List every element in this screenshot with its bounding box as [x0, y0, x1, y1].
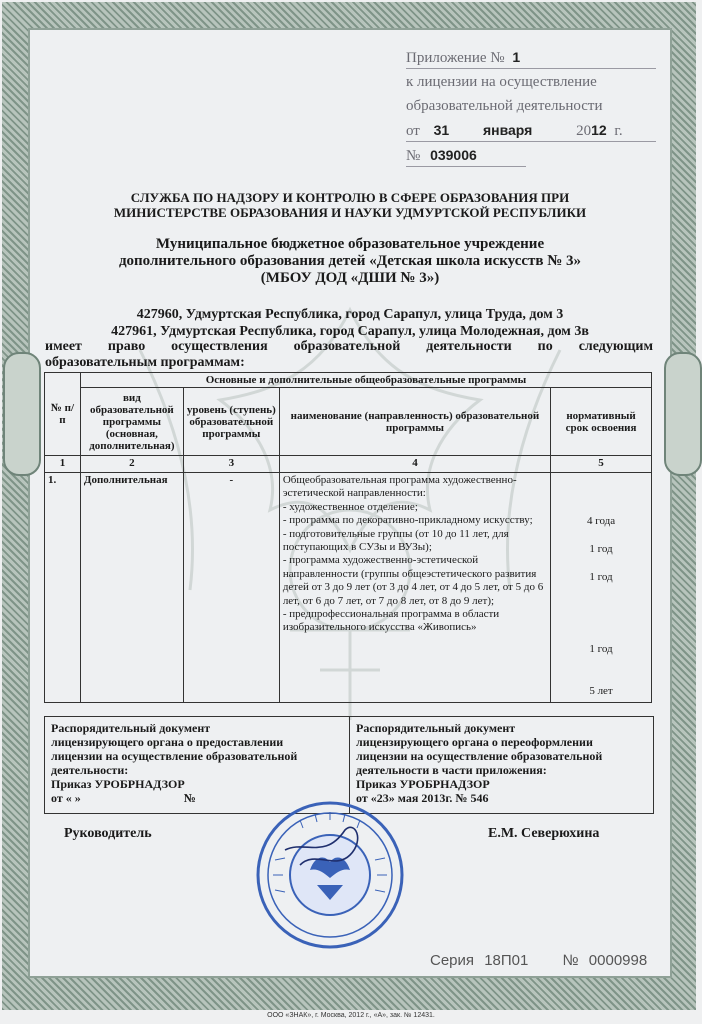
programs-table	[44, 372, 652, 703]
col-number-3: 3	[183, 456, 279, 473]
right-ornament-icon	[664, 352, 702, 476]
grant-doc-date: от « »	[51, 791, 81, 805]
series-number: 0000998	[588, 952, 648, 969]
date-month: января	[482, 122, 533, 138]
reissue-doc-line5: Приказ УРОБРНАДЗОР	[356, 777, 490, 791]
institution-line2: дополнительного образования детей «Детская школа искусств № 3»	[118, 253, 582, 269]
date-day: 31	[433, 122, 450, 138]
series-no-label: №	[562, 952, 579, 969]
term-3: 1 год	[589, 643, 613, 655]
authority-line1: СЛУЖБА ПО НАДЗОРУ И КОНТРОЛЮ В СФЕРЕ ОБРАЗОВАНИЯ ПРИ	[130, 190, 570, 205]
date-year-end: г.	[614, 123, 623, 139]
col-number-4: 4	[279, 456, 550, 473]
program-name-0: Общеобразовательная программа художественно-эстетической направленности:	[282, 474, 517, 500]
printer-note: ООО «ЗНАК», г. Москва, 2012 г., «А», зак. № 12431.	[267, 1012, 435, 1019]
term-1: 1 год	[589, 543, 613, 555]
reissue-doc-line6: от «23» мая 2013г. № 546	[356, 791, 489, 805]
grant-doc-line5: Приказ УРОБРНАДЗОР	[51, 777, 185, 791]
appendix-date-line	[406, 117, 656, 142]
grant-doc-number: №	[183, 791, 196, 805]
program-name-3: - подготовительные группы (от 10 до 11 лет, для поступающих в СУЗы и ВУЗы);	[282, 527, 509, 554]
authority-heading	[40, 190, 660, 220]
grant-order-document	[45, 717, 349, 813]
date-from-prefix: от	[406, 123, 420, 139]
series-value: 18П01	[484, 952, 529, 969]
row-terms	[551, 473, 652, 703]
col-num-header: № п/п	[45, 373, 81, 456]
left-ornament-icon	[3, 352, 41, 476]
date-year-suffix: 12	[591, 122, 607, 138]
intro-line2: образовательным программам:	[45, 355, 245, 370]
col-number-2: 2	[80, 456, 183, 473]
col-name-header: наименование (направленность) образовательной программы	[279, 388, 550, 456]
program-name-1: - художественное отделение;	[282, 500, 418, 513]
appendix-line3: образовательной деятельности	[406, 98, 603, 114]
col-number-1: 1	[45, 456, 81, 473]
col-term-header: нормативный срок освоения	[551, 388, 652, 456]
reissue-order-document	[349, 717, 653, 813]
institution-address	[40, 306, 660, 340]
form-series	[430, 952, 653, 969]
grant-doc-line4: деятельности:	[51, 763, 129, 777]
address-line1: 427960, Удмуртская Республика, город Сарапул, улица Труда, дом 3	[136, 307, 564, 322]
signatory-name: Е.М. Северюхина	[488, 826, 600, 841]
column-numbers-row	[45, 456, 652, 473]
institution-name	[40, 236, 660, 287]
appendix-label: Приложение №	[406, 50, 505, 66]
row-num: 1.	[45, 473, 81, 703]
address-line2: 427961, Удмуртская Республика, город Сарапул, улица Молодежная, дом 3в	[111, 324, 589, 339]
term-2: 1 год	[589, 571, 613, 583]
institution-line1: Муниципальное бюджетное образовательное учреждение	[155, 236, 545, 252]
license-number-line	[406, 142, 526, 167]
col-group-header: Основные и дополнительные общеобразовательные программы	[80, 373, 651, 388]
grant-doc-line2: лицензирующего органа о предоставлении	[51, 735, 284, 749]
grant-doc-line3: лицензии на осуществление образовательной	[51, 749, 298, 763]
row-level: -	[183, 473, 279, 703]
authority-line2: МИНИСТЕРСТВЕ ОБРАЗОВАНИЯ И НАУКИ УДМУРТСКОЙ РЕСПУБЛИКИ	[113, 205, 587, 220]
license-number: 039006	[430, 147, 477, 163]
col-level-header: уровень (ступень) образовательной программы	[183, 388, 279, 456]
reissue-doc-line4: деятельности в части приложения:	[356, 763, 547, 777]
appendix-number: 1	[512, 49, 521, 65]
date-year-prefix: 20	[576, 123, 592, 139]
reissue-doc-line2: лицензирующего органа о переоформлении	[356, 735, 593, 749]
reissue-doc-line3: лицензии на осуществление образовательной	[356, 749, 603, 763]
program-name-4: - программа художественно-эстетической направленности (группы общеэстетического развития детей от 3 до 9 лет (от 3 до 4 лет, от 4 до 5 лет, от 5 до 6 лет, от 6 до 7 лет, от 7 до 8 лет, от 8 до 9 лет);	[282, 554, 544, 607]
program-name-2: - программа по декоративно-прикладному искусству;	[282, 514, 533, 527]
row-program-names	[279, 473, 550, 703]
row-type: Дополнительная	[80, 473, 183, 703]
reissue-doc-line1: Распорядительный документ	[356, 721, 516, 735]
official-seal-icon	[255, 800, 405, 950]
series-label: Серия	[430, 952, 475, 969]
intro-line1: имеет право осуществления образовательной деятельности по следующим	[45, 339, 653, 354]
table-row	[45, 473, 652, 703]
institution-line3: (МБОУ ДОД «ДШИ № 3»)	[260, 270, 440, 286]
col-number-5: 5	[551, 456, 652, 473]
appendix-line2: к лицензии на осуществление	[406, 74, 597, 90]
col-type-header: вид образовательной программы (основная, дополнительная)	[80, 388, 183, 456]
term-0: 4 года	[586, 515, 616, 527]
grant-doc-line1: Распорядительный документ	[51, 721, 211, 735]
program-name-5: - предпрофессиональная программа в области изобразительного искусства «Живопись»	[282, 608, 500, 634]
license-no-prefix: №	[406, 148, 421, 164]
signatory-role: Руководитель	[64, 826, 152, 841]
appendix-number-line	[406, 44, 656, 69]
term-4: 5 лет	[589, 685, 613, 697]
appendix-header	[406, 44, 656, 167]
